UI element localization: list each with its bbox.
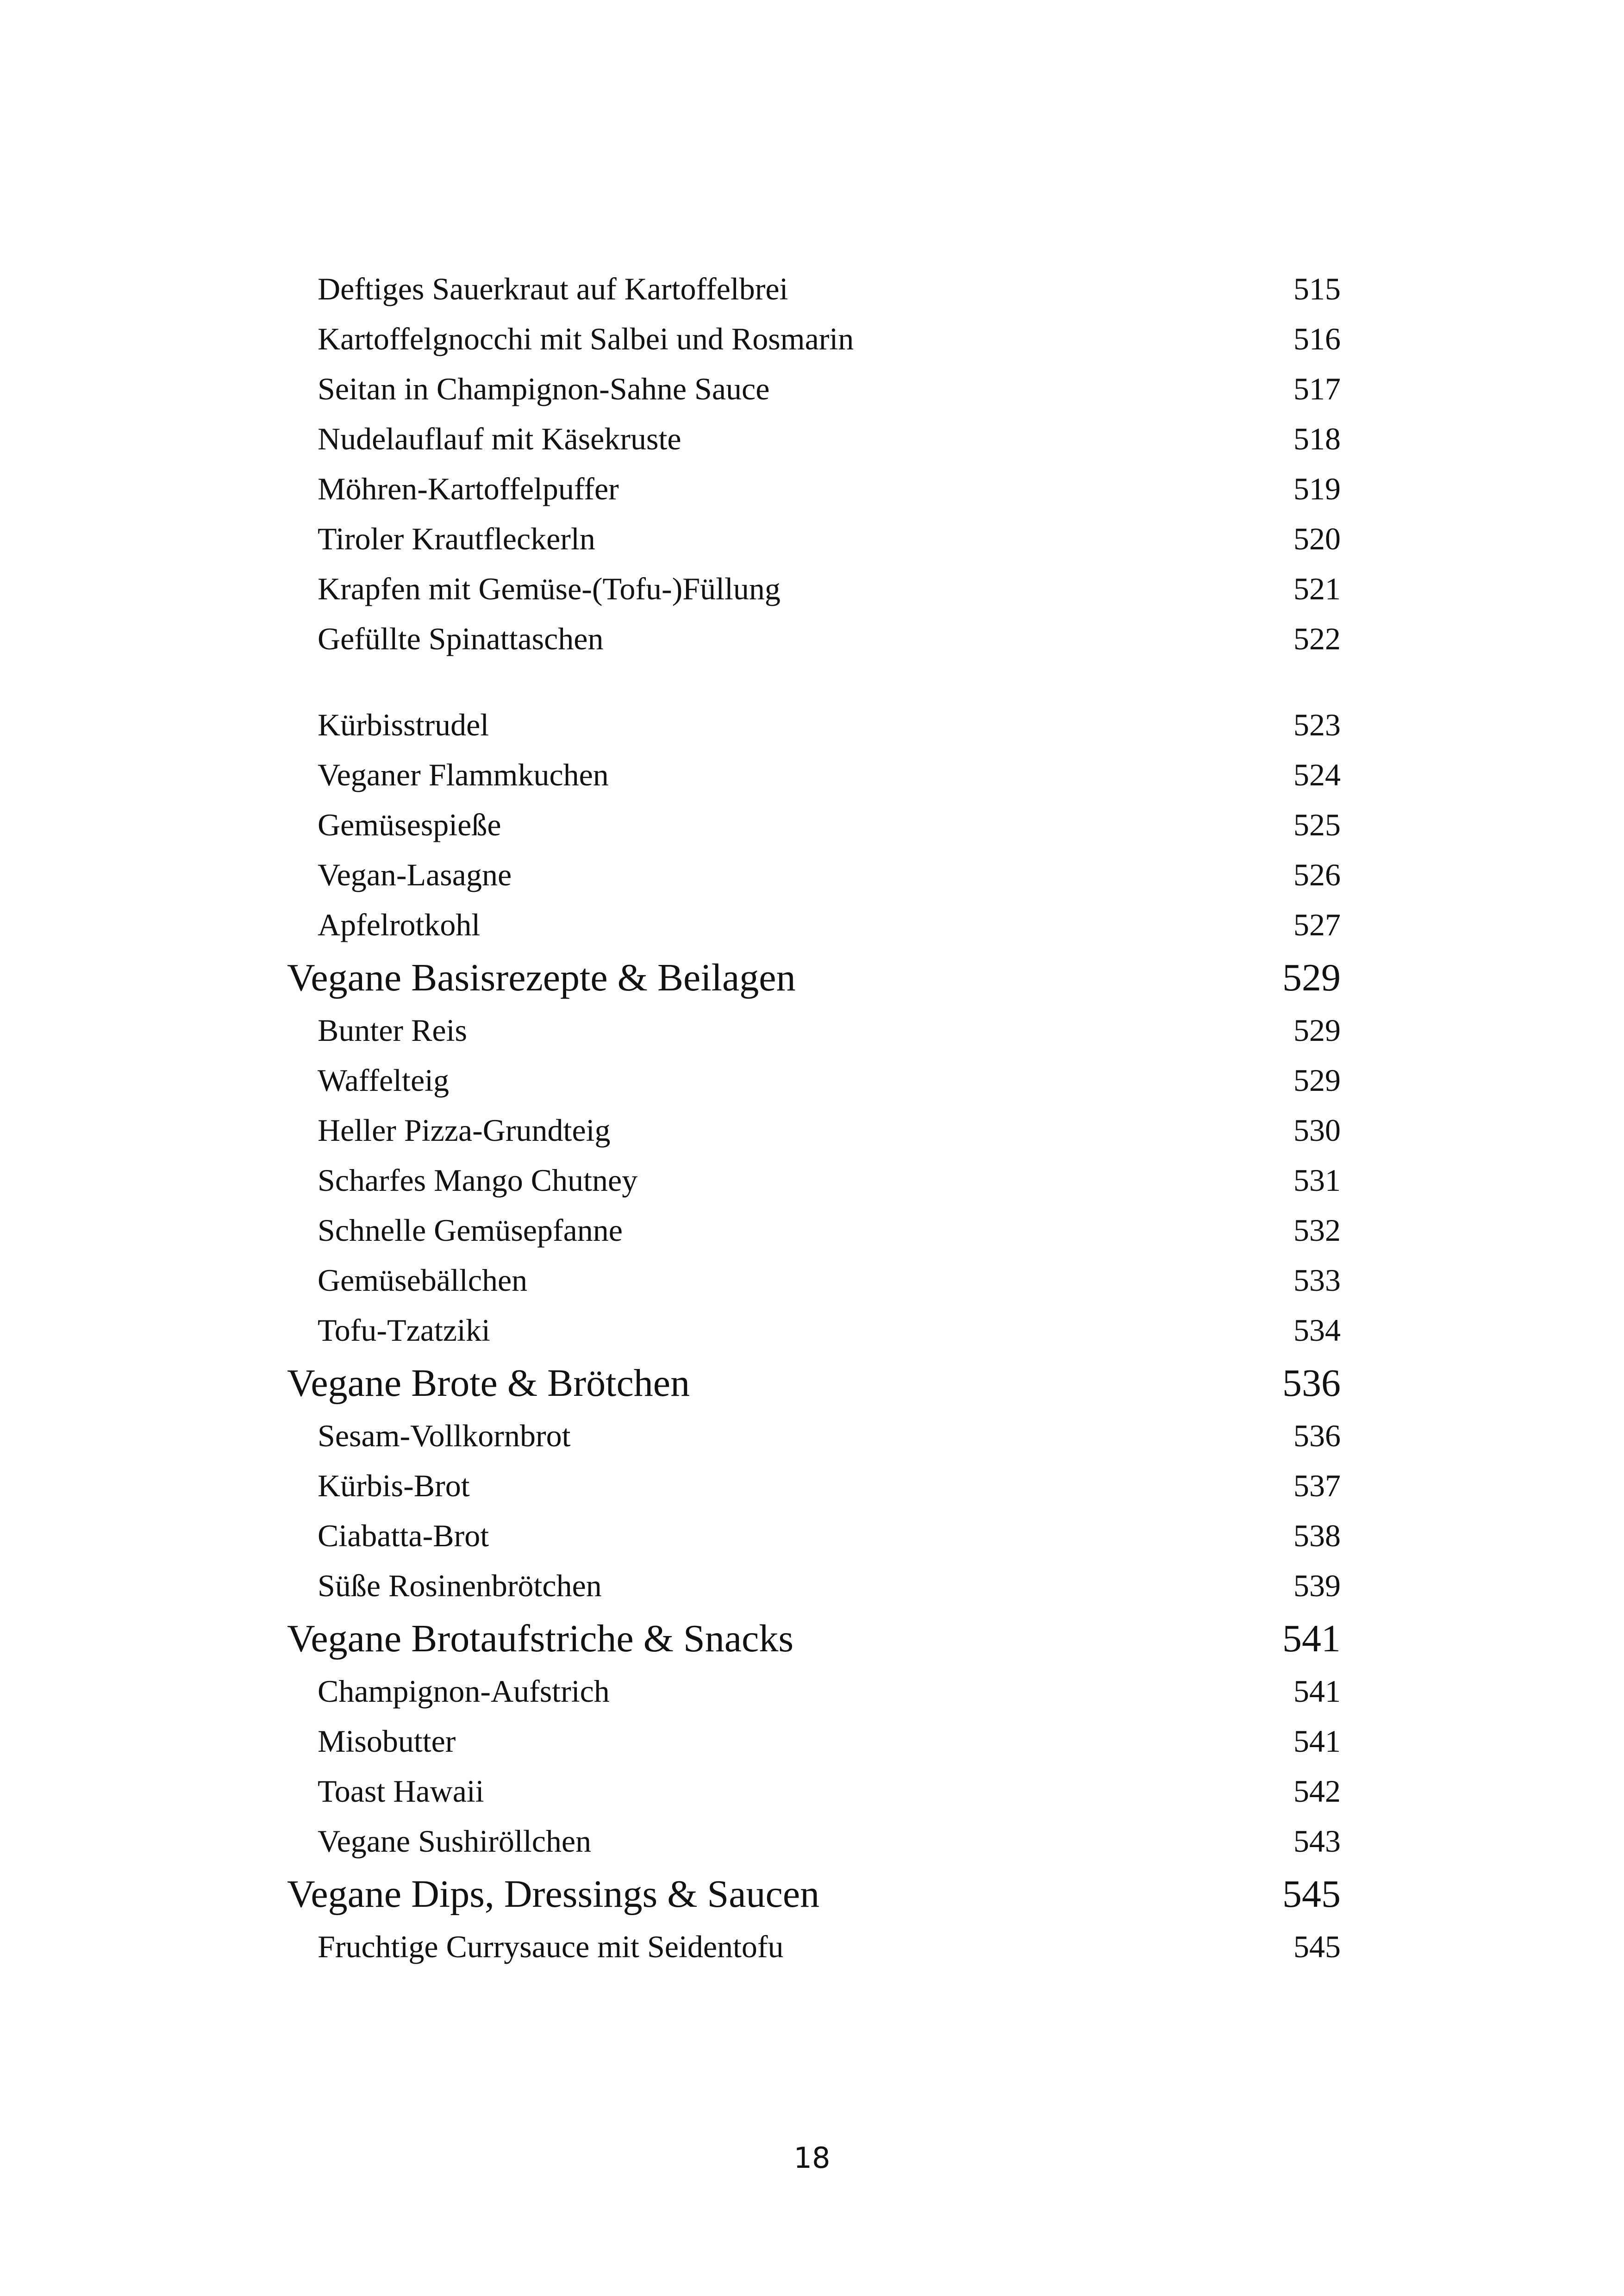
- toc-entry: [287, 1666, 1341, 1716]
- toc-page-number: 525: [1293, 807, 1341, 842]
- toc-entry-title: Krapfen mit Gemüse-(Tofu-)Füllung: [318, 571, 781, 606]
- toc-entry-title: Fruchtige Currysauce mit Seidentofu: [318, 1929, 784, 1964]
- toc-entry: [287, 1105, 1341, 1155]
- toc-page-number: 530: [1293, 1112, 1341, 1148]
- toc-entry-title: Tiroler Krautfleckerln: [318, 521, 595, 556]
- toc-entry-title: Champignon-Aufstrich: [318, 1673, 610, 1709]
- toc-entry-title: Gemüsespieße: [318, 807, 501, 842]
- toc-entry: [287, 1255, 1341, 1305]
- toc-entry-title: Möhren-Kartoffelpuffer: [318, 471, 619, 506]
- toc-entry: [287, 314, 1341, 364]
- toc-entry-title: Kartoffelgnocchi mit Salbei und Rosmarin: [318, 321, 854, 356]
- toc-entry: [287, 264, 1341, 314]
- toc-page-number: 529: [1293, 1062, 1341, 1098]
- toc-page-number: 542: [1293, 1773, 1341, 1809]
- toc-page-number: 529: [1282, 956, 1341, 999]
- toc-entry-title: Sesam-Vollkornbrot: [318, 1418, 571, 1453]
- toc-section-title: Vegane Brote & Brötchen: [287, 1361, 690, 1405]
- toc-entry: [287, 1155, 1341, 1205]
- toc-entry-title: Bunter Reis: [318, 1012, 467, 1048]
- toc-entry: [287, 700, 1341, 750]
- toc-entry-title: Süße Rosinenbrötchen: [318, 1568, 602, 1603]
- toc-page-number: 532: [1293, 1212, 1341, 1248]
- toc-entry-title: Waffelteig: [318, 1062, 450, 1098]
- toc-page-number: 543: [1293, 1823, 1341, 1859]
- toc-page-number: 524: [1293, 757, 1341, 792]
- toc-entry-title: Heller Pizza-Grundteig: [318, 1112, 611, 1148]
- toc-entry-title: Misobutter: [318, 1723, 456, 1759]
- toc-entry-title: Vegane Sushiröllchen: [318, 1823, 592, 1859]
- toc-page-number: 541: [1282, 1617, 1341, 1660]
- toc-page-number: 521: [1293, 571, 1341, 606]
- toc-entry: [287, 1922, 1341, 1972]
- toc-entry-title: Scharfes Mango Chutney: [318, 1162, 638, 1198]
- toc-entry: [287, 564, 1341, 614]
- toc-section-title: Vegane Brotaufstriche & Snacks: [287, 1617, 794, 1660]
- toc-page-number: 537: [1293, 1468, 1341, 1503]
- toc-entry: [287, 800, 1341, 850]
- toc-entry: [287, 364, 1341, 414]
- toc-page-number: 529: [1293, 1012, 1341, 1048]
- table-of-contents: [287, 264, 1341, 1972]
- toc-page-number: 515: [1293, 271, 1341, 306]
- toc-page-number: 516: [1293, 321, 1341, 356]
- toc-section-title: Vegane Basisrezepte & Beilagen: [287, 956, 796, 999]
- toc-page-number: 541: [1293, 1723, 1341, 1759]
- page-number: 18: [793, 2141, 831, 2175]
- toc-page-number: 520: [1293, 521, 1341, 556]
- toc-page-number: 536: [1282, 1361, 1341, 1405]
- toc-entry: [287, 614, 1341, 664]
- toc-entry-title: Ciabatta-Brot: [318, 1518, 489, 1553]
- toc-section-title: Vegane Dips, Dressings & Saucen: [287, 1872, 820, 1916]
- toc-page-number: 523: [1293, 707, 1341, 742]
- toc-entry: [287, 1561, 1341, 1611]
- toc-section: [287, 950, 1341, 1005]
- toc-entry: [287, 1411, 1341, 1461]
- toc-entry: [287, 1305, 1341, 1355]
- toc-page-number: 539: [1293, 1568, 1341, 1603]
- toc-entry: [287, 750, 1341, 800]
- toc-page-number: 527: [1293, 907, 1341, 942]
- toc-entry: [287, 1511, 1341, 1561]
- toc-entry-title: Gemüsebällchen: [318, 1262, 528, 1298]
- toc-page-number: 531: [1293, 1162, 1341, 1198]
- toc-entry-title: Deftiges Sauerkraut auf Kartoffelbrei: [318, 271, 788, 306]
- toc-entry: [287, 850, 1341, 900]
- toc-entry-title: Veganer Flammkuchen: [318, 757, 609, 792]
- toc-entry: [287, 1205, 1341, 1255]
- toc-entry: [287, 464, 1341, 514]
- toc-entry: [287, 1816, 1341, 1866]
- toc-entry: [287, 1716, 1341, 1766]
- toc-entry: [287, 900, 1341, 950]
- toc-entry-title: Gefüllte Spinattaschen: [318, 621, 604, 656]
- toc-page-number: 536: [1293, 1418, 1341, 1453]
- toc-page-number: 519: [1293, 471, 1341, 506]
- toc-entry: [287, 514, 1341, 564]
- toc-entry: [287, 414, 1341, 464]
- toc-page-number: 526: [1293, 857, 1341, 892]
- toc-entry: [287, 1461, 1341, 1511]
- toc-page-number: 541: [1293, 1673, 1341, 1709]
- toc-entry: [287, 1005, 1341, 1055]
- toc-page-number: 518: [1293, 421, 1341, 456]
- toc-entry-title: Toast Hawaii: [318, 1773, 484, 1809]
- toc-section: [287, 1866, 1341, 1922]
- toc-entry: [287, 1766, 1341, 1816]
- toc-entry-title: Nudelauflauf mit Käsekruste: [318, 421, 681, 456]
- toc-entry-title: Apfelrotkohl: [318, 907, 481, 942]
- toc-page-number: 522: [1293, 621, 1341, 656]
- toc-entry-title: Seitan in Champignon-Sahne Sauce: [318, 371, 770, 406]
- toc-page-number: 517: [1293, 371, 1341, 406]
- toc-section: [287, 1355, 1341, 1411]
- toc-section: [287, 1611, 1341, 1666]
- toc-page-number: 533: [1293, 1262, 1341, 1298]
- toc-page-number: 534: [1293, 1312, 1341, 1348]
- toc-entry-title: Kürbis-Brot: [318, 1468, 470, 1503]
- toc-entry-title: Vegan-Lasagne: [318, 857, 512, 892]
- toc-entry-title: Kürbisstrudel: [318, 707, 489, 742]
- toc-page-number: 538: [1293, 1518, 1341, 1553]
- toc-entry-title: Tofu-Tzatziki: [318, 1312, 490, 1348]
- toc-page-number: 545: [1293, 1929, 1341, 1964]
- toc-entry: [287, 1055, 1341, 1105]
- toc-entry-title: Schnelle Gemüsepfanne: [318, 1212, 623, 1248]
- toc-page-number: 545: [1282, 1872, 1341, 1916]
